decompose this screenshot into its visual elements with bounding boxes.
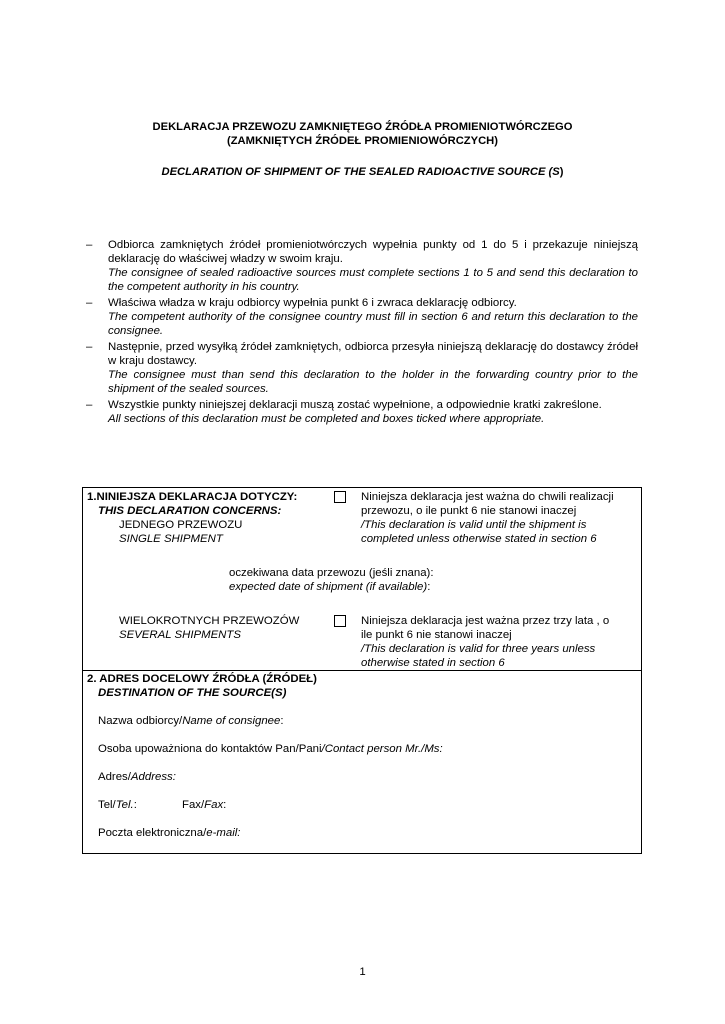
fax-label-pl: Fax/: [182, 799, 205, 811]
instruction-english: The competent authority of the consignee country must fill in section 6 and return this declaration to the consignee.: [108, 311, 638, 337]
expected-date-label-english: expected date of shipment (if available): [229, 581, 428, 593]
instruction-polish: Odbiorca zamkniętych źródeł promieniotwórczych wypełnia punkty od 1 do 5 i przekazuje niniejszą deklarację do właściwej władzy w swoim kraju.: [108, 239, 638, 265]
tel-label-pl: Tel/: [98, 799, 116, 811]
tel-label-en: Tel.: [115, 799, 134, 811]
single-shipment-label-english: SINGLE SHIPMENT: [119, 533, 223, 545]
section-1-box: [82, 487, 642, 671]
single-note-en-2: completed unless otherwise stated in section 6: [361, 533, 597, 545]
instruction-polish: Właściwa władza w kraju odbiorcy wypełnia punkt 6 i zwraca deklarację odbiorcy.: [108, 297, 517, 309]
section-2-heading: 2. ADRES DOCELOWY ŹRÓDŁA (ŹRÓDEŁ): [87, 673, 317, 685]
instructions-list: [86, 238, 638, 428]
instruction-english: The consignee must than send this declaration to the holder in the forwarding country prior to the shipment of the sealed sources.: [108, 369, 638, 395]
dash-bullet: –: [86, 239, 93, 251]
address-label: [98, 770, 176, 784]
dash-bullet: –: [86, 297, 93, 309]
dash-bullet: –: [86, 341, 93, 353]
several-shipments-checkbox[interactable]: [334, 615, 346, 627]
email-label-pl: Poczta elektroniczna/: [98, 827, 207, 839]
address-label-pl: Adres/: [98, 771, 131, 783]
dash-bullet: –: [86, 399, 93, 411]
expected-date-label: oczekiwana data przewozu (jeśli znana):: [229, 567, 434, 579]
several-note-en-2: otherwise stated in section 6: [361, 657, 505, 669]
single-shipment-checkbox[interactable]: [334, 491, 346, 503]
single-note-en-1: /This declaration is valid until the shipment is: [361, 519, 587, 531]
page-number: 1: [359, 966, 366, 978]
single-shipment-label: JEDNEGO PRZEWOZU: [119, 519, 243, 531]
single-note-pl-1: Niniejsza deklaracja jest ważna do chwili realizacji: [361, 491, 614, 503]
section-2-heading-english: DESTINATION OF THE SOURCE(S): [98, 687, 287, 699]
title-english: [0, 166, 725, 178]
contact-person-label: [98, 742, 443, 756]
fax-colon: :: [223, 799, 227, 811]
several-note-en-1: /This declaration is valid for three years unless: [361, 643, 596, 655]
instruction-item: [86, 340, 638, 396]
consignee-label-pl: Nazwa odbiorcy/: [98, 715, 183, 727]
expected-date-label-english-wrap: [229, 580, 430, 594]
instruction-polish: Wszystkie punkty niniejszej deklaracji muszą zostać wypełnione, a odpowiednie kratki zakreślone.: [108, 399, 602, 411]
contact-label-en: /Contact person Mr./Ms:: [321, 743, 443, 755]
several-shipments-label-english: SEVERAL SHIPMENTS: [119, 629, 241, 641]
single-note-pl-2: przewozu, o ile punkt 6 nie stanowi inaczej: [361, 505, 577, 517]
fax-label-en: Fax: [204, 799, 224, 811]
fax-label: [182, 798, 226, 812]
expected-date-colon: :: [427, 581, 431, 593]
several-note-pl-2: ile punkt 6 nie stanowi inaczej: [361, 629, 512, 641]
tel-colon: :: [133, 799, 137, 811]
address-label-en: Address:: [130, 771, 176, 783]
instruction-item: [86, 238, 638, 294]
instruction-english: All sections of this declaration must be completed and boxes ticked where appropriate.: [108, 413, 545, 425]
instruction-english: The consignee of sealed radioactive sources must complete sections 1 to 5 and send this declaration to the competent authority in his country.: [108, 267, 638, 293]
title-english-main: DECLARATION OF SHIPMENT OF THE SEALED RADIOACTIVE SOURCE (: [161, 166, 553, 178]
section-1-heading-english: THIS DECLARATION CONCERNS:: [98, 505, 282, 517]
section-2-box: [82, 670, 642, 854]
contact-label-pl: Osoba upoważniona do kontaktów Pan/Pani: [98, 743, 322, 755]
email-label-en: e-mail:: [206, 827, 241, 839]
telephone-label: [98, 798, 137, 812]
title-polish-line1: DEKLARACJA PRZEWOZU ZAMKNIĘTEGO ŹRÓDŁA PROMIENIOTWÓRCZEGO: [152, 121, 573, 133]
instruction-item: [86, 296, 638, 338]
title-polish-line2: (ZAMKNIĘTYCH ŹRÓDEŁ PROMIENIOWÓRCZYCH): [227, 135, 498, 147]
consignee-colon: :: [280, 715, 284, 727]
email-label: [98, 826, 240, 840]
consignee-label-en: Name of consignee: [182, 715, 281, 727]
title-english-close: ): [559, 166, 564, 178]
consignee-name-label: [98, 714, 284, 728]
instruction-item: [86, 398, 638, 426]
several-shipments-label: WIELOKROTNYCH PRZEWOZÓW: [119, 615, 300, 627]
title-english-s: S: [552, 166, 560, 178]
instruction-polish: Następnie, przed wysyłką źródeł zamkniętych, odbiorca przesyła niniejszą deklarację do dostawcy źródeł w kraju dostawcy.: [108, 341, 638, 367]
several-note-pl-1: Niniejsza deklaracja jest ważna przez trzy lata , o: [361, 615, 610, 627]
section-1-heading: 1.NINIEJSZA DEKLARACJA DOTYCZY:: [87, 491, 298, 503]
